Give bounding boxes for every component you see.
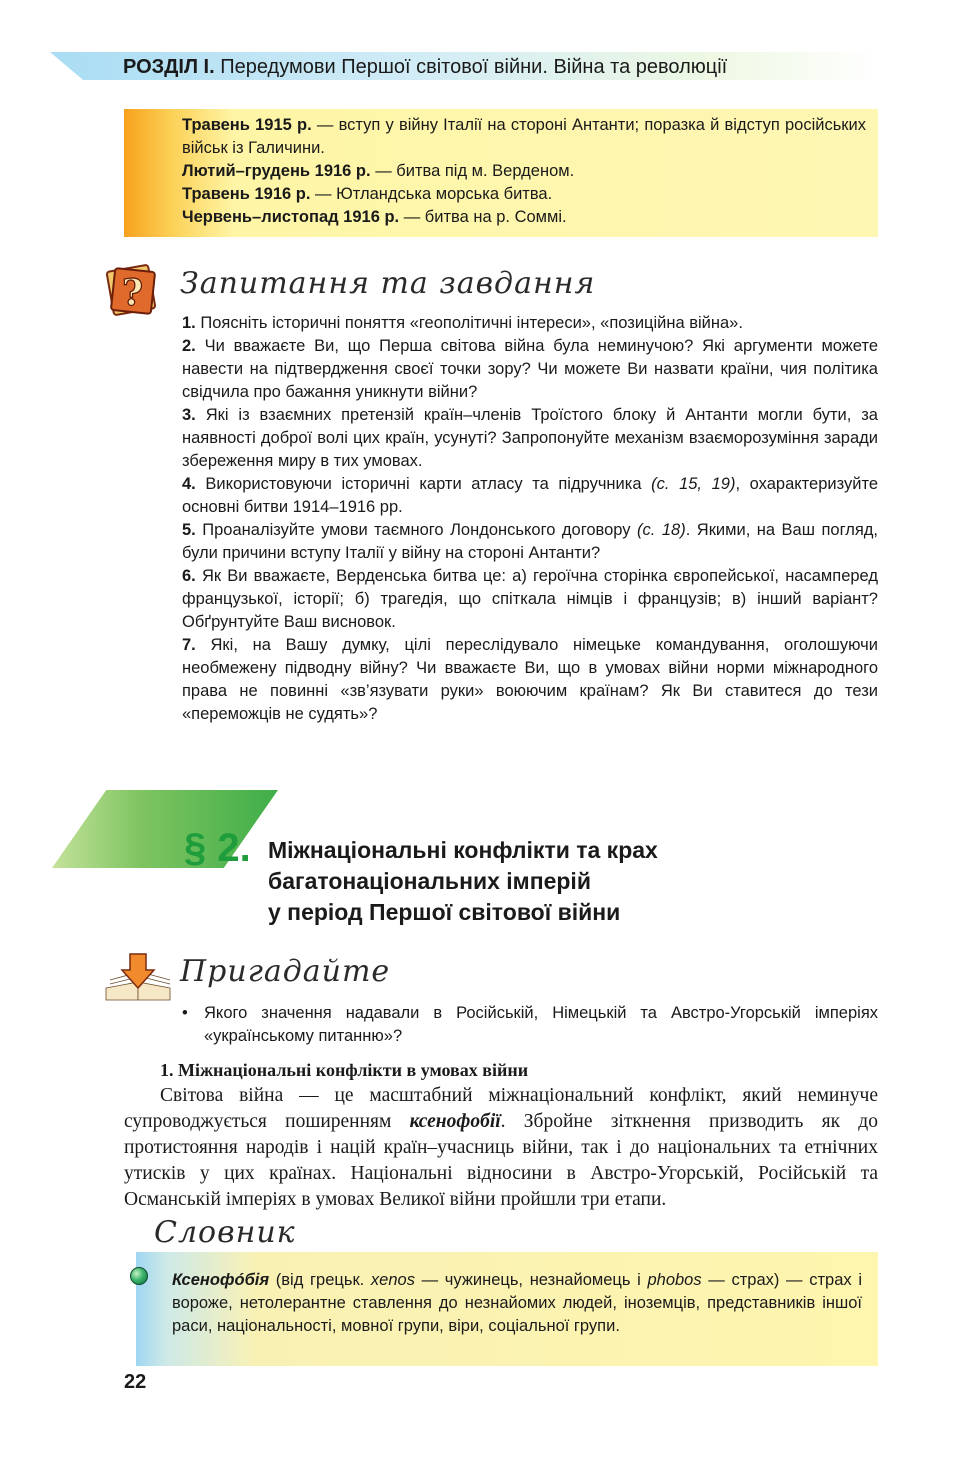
chapter-header <box>123 55 727 79</box>
glossary-heading: Словник <box>154 1215 296 1250</box>
section-title-line: багатонаціональних імперій <box>268 868 591 894</box>
paragraph-text: Світова війна — це масштабний міжнаціональний конфлікт, який неминуче супроводжується поширенням <box>124 1085 878 1132</box>
remember-text: Якого значення надавали в Російській, Німецькій та Австро-Угорській імперіях «українському питанню»? <box>204 1004 878 1045</box>
page-reference: (с. 15, 19) <box>641 475 736 493</box>
date-entry <box>182 206 866 229</box>
page-number: 22 <box>124 1371 147 1393</box>
question-number: 2. <box>182 337 196 355</box>
book-arrow-icon <box>102 948 178 1004</box>
question-number: 1. <box>182 314 196 332</box>
question-item <box>182 565 878 634</box>
question-item <box>182 404 878 473</box>
question-item <box>182 335 878 404</box>
question-item <box>182 312 878 335</box>
date-entry <box>182 160 866 183</box>
date-entry <box>182 183 866 206</box>
question-text: Чи вважаєте Ви, що Перша світова війна була неминучою? Які аргументи можете навести на підтвердження своєї точки зору? Чи можете Ви назвати країни, чия політика свідчила про бажання уникнути війни? <box>182 337 878 401</box>
question-text: Які із взаємних претензій країн–членів Троїстого блоку й Антанти могли бути, за наявності доброї волі цих країн, усунуті? Запропонуйте механізм взаєморозуміння заради збереження миру в тих умовах. <box>182 406 878 470</box>
question-item <box>182 519 878 565</box>
greek-word: xenos <box>370 1271 415 1289</box>
bullet-dot-icon <box>130 1267 148 1285</box>
section-title-line: у період Першої світової війни <box>268 899 621 925</box>
question-number: 7. <box>182 636 196 654</box>
definition-text: — чужинець, незнайомець і <box>414 1271 648 1289</box>
date-label: Червень–листопад 1916 р. <box>182 208 400 226</box>
date-description: — вступ у війну Італії на стороні Антанти; поразка й відступ російських військ із Галичини. <box>182 116 866 157</box>
question-item <box>182 634 878 726</box>
questions-list <box>182 312 878 726</box>
question-number: 4. <box>182 475 196 493</box>
section-number: § 2. <box>184 826 251 870</box>
question-text: . Якими, на Ваш погляд, були причини вступу Італії у війну на стороні Антанти? <box>182 521 878 562</box>
page-reference: (с. 18) <box>630 521 686 539</box>
date-label: Лютий–грудень 1916 р. <box>182 162 371 180</box>
date-label: Травень 1916 р. <box>182 185 311 203</box>
svg-text:?: ? <box>122 272 144 314</box>
bullet: • <box>182 1004 188 1022</box>
question-number: 3. <box>182 406 196 424</box>
question-text: Як Ви вважаєте, Верденська битва це: а) героїчна сторінка європейської, насамперед французької, історії; б) трагедія, що спіткала німців і французів; в) інший варіант? Обґрунтуйте Ваш висновок. <box>182 567 878 631</box>
glossary-definition <box>172 1269 862 1338</box>
questions-heading: Запитання та завдання <box>180 266 596 301</box>
greek-word: phobos <box>647 1271 702 1289</box>
definition-text: — страх) — страх і вороже, нетолерантне ставлення до незнайомих людей, іноземців, представників іншої раси, національності, мовної групи, віри, соціальної групи. <box>172 1271 862 1335</box>
question-text: Використовуючи історичні карти атласу та підручника <box>205 475 642 493</box>
definition-text: (від грецьк. <box>269 1271 371 1289</box>
question-mark-icon <box>104 262 160 318</box>
section-title-line: Міжнаціональні конфлікти та крах <box>268 837 658 863</box>
question-text: Які, на Вашу думку, цілі переслідувало німецьке командування, оголошуючи необмежену підводну війну? Чи вважаєте Ви, що в умовах війни норми міжнародного права не повинні «зв’язувати руки» воюючим країнам? Як Ви ставитеся до тези «переможців не судять»? <box>182 636 878 723</box>
chapter-label: РОЗДІЛ І. <box>123 56 215 78</box>
remember-heading: Пригадайте <box>180 954 391 989</box>
question-text: Проаналізуйте умови таємного Лондонського договору <box>202 521 631 539</box>
chapter-title: Передумови Першої світової війни. Війна та революції <box>220 56 728 78</box>
question-item <box>182 473 878 519</box>
section-title <box>268 835 658 928</box>
question-text: , охарактеризуйте основні битви 1914–1916 рр. <box>182 475 878 516</box>
body-paragraph <box>124 1083 878 1213</box>
question-number: 5. <box>182 521 196 539</box>
key-dates-list <box>182 114 866 229</box>
question-number: 6. <box>182 567 196 585</box>
date-description: — битва на р. Соммі. <box>399 208 567 226</box>
date-label: Травень 1915 р. <box>182 116 312 134</box>
key-term: ксенофобії <box>409 1111 501 1132</box>
date-description: — Ютландська морська битва. <box>310 185 553 203</box>
subsection-heading: 1. Міжнаціональні конфлікти в умовах війни <box>160 1060 529 1080</box>
question-text: Поясніть історичні поняття «геополітичні інтереси», «позиційна війна». <box>200 314 743 332</box>
remember-list-item <box>182 1002 878 1048</box>
glossary-term: Ксенофóбія <box>172 1271 270 1289</box>
date-entry <box>182 114 866 160</box>
date-description: — битва під м. Верденом. <box>370 162 575 180</box>
paragraph-text: . Збройне зіткнення призводить як до протистояння народів і націй країн–учасниць війни, так і до національних та етнічних утисків у цих країнах. Національні відносини в Австро-Угорській, Російській та Османській імперіях в умовах Великої війни пройшли три етапи. <box>124 1111 878 1210</box>
